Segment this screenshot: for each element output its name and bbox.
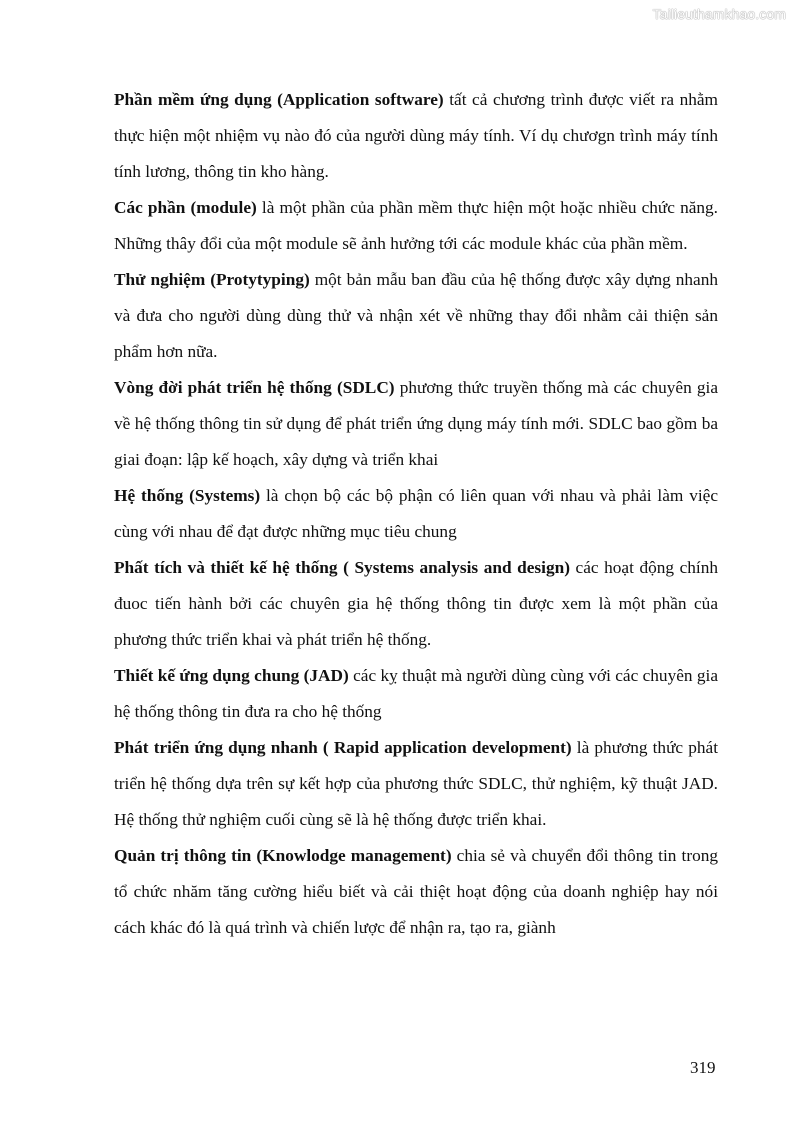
definition-term: Phát triển ứng dụng nhanh ( Rapid application development): [114, 738, 572, 757]
definition-text: các kỵ thuật mà người dùng cùng với các chuyên gia hệ thống thông tin đưa ra cho hệ thống: [114, 666, 718, 721]
definition-term: Quản trị thông tin (Knowlodge management): [114, 846, 452, 865]
definition-text: là chọn bộ các bộ phận có liên quan với nhau và phải làm việc cùng với nhau để đạt được những mục tiêu chung: [114, 486, 718, 541]
definition-paragraph: [114, 262, 718, 370]
definition-paragraph: [114, 370, 718, 478]
definition-paragraph: [114, 550, 718, 658]
definition-term: Phất tích và thiết kế hệ thống ( Systems analysis and design): [114, 558, 570, 577]
definition-text: là một phần của phần mềm thực hiện một hoặc nhiều chức năng. Những thây đổi của một module sẽ ảnh hưởng tới các module khác của phần mềm.: [114, 198, 718, 253]
definition-term: Phần mềm ứng dụng (Application software): [114, 90, 444, 109]
definition-paragraph: [114, 838, 718, 946]
definition-paragraph: [114, 82, 718, 190]
definition-text: là phương thức phát triển hệ thống dựa trên sự kết hợp của phương thức SDLC, thử nghiệm, kỹ thuật JAD. Hệ thống thử nghiệm cuối cùng sẽ là hệ thống được triển khai.: [114, 738, 718, 829]
definition-text: một bản mẫu ban đầu của hệ thống được xây dựng nhanh và đưa cho người dùng dùng thử và nhận xét về những thay đổi nhằm cải thiện sản phẩm hơn nữa.: [114, 270, 718, 361]
definition-text: tất cả chương trình được viết ra nhằm thực hiện một nhiệm vụ nào đó của người dùng máy tính. Ví dụ chươgn trình máy tính tính lương, thông tin kho hàng.: [114, 90, 718, 181]
definition-text: phương thức truyền thống mà các chuyên gia về hệ thống thông tin sử dụng để phát triển ứng dụng máy tính mới. SDLC bao gồm ba giai đoạn: lập kế hoạch, xây dựng và triển khai: [114, 378, 718, 469]
definition-term: Thiết kế ứng dụng chung (JAD): [114, 666, 349, 685]
document-body: [114, 82, 718, 946]
definition-term: Thử nghiệm (Protytyping): [114, 270, 310, 289]
page-number: 319: [690, 1058, 716, 1077]
definition-term: Hệ thống (Systems): [114, 486, 261, 505]
definition-paragraph: [114, 658, 718, 730]
definition-paragraph: [114, 478, 718, 550]
definition-paragraph: [114, 730, 718, 838]
definition-term: Các phần (module): [114, 198, 257, 217]
watermark: Tailieuthamkhao.com: [652, 6, 786, 22]
definition-paragraph: [114, 190, 718, 262]
definition-text: các hoạt động chính đuoc tiến hành bởi các chuyên gia hệ thống thông tin được xem là một phần của phương thức triển khai và phát triển hệ thống.: [114, 558, 718, 649]
definition-term: Vòng đời phát triển hệ thống (SDLC): [114, 378, 395, 397]
definition-text: chia sẻ và chuyển đổi thông tin trong tổ chức nhăm tăng cường hiểu biết và cải thiệt hoạt động của doanh nghiệp hay nói cách khác đó là quá trình và chiến lược để nhận ra, tạo ra, giành: [114, 846, 718, 937]
